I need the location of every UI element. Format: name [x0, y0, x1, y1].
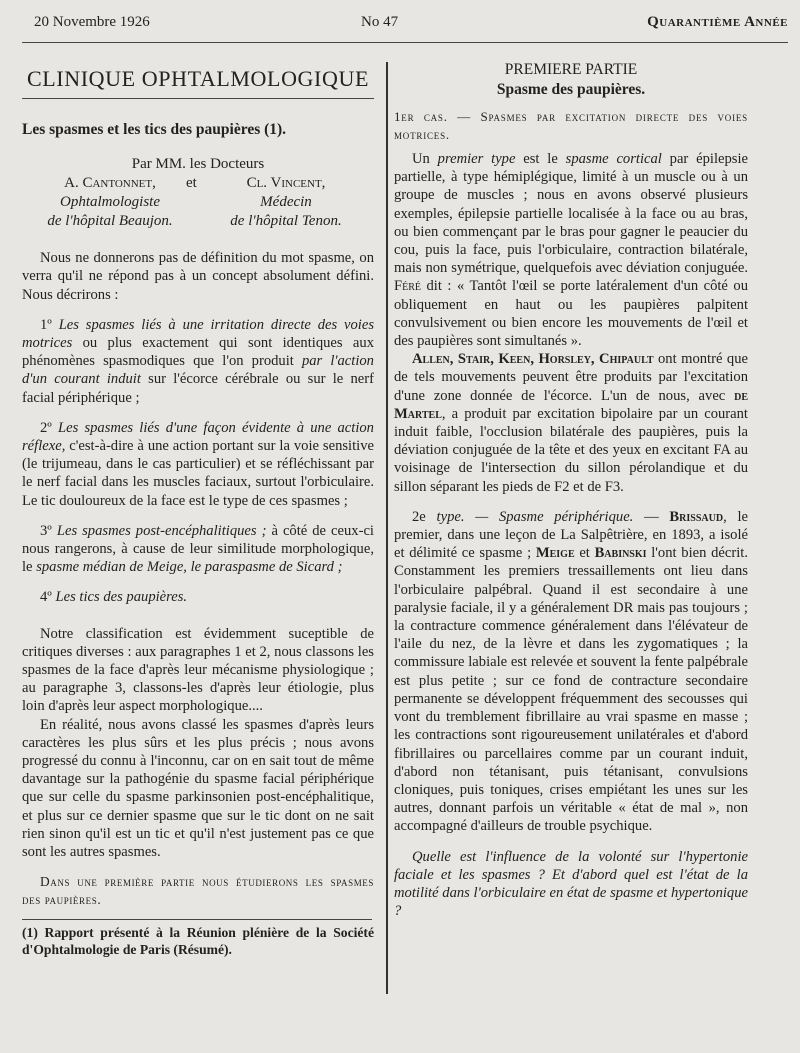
- authors-hospital-row: [22, 212, 374, 231]
- part-subtitle: Spasme des paupières.: [496, 81, 646, 98]
- column-divider: [386, 62, 388, 994]
- classification-paragraph: Notre classification est évidemment suceptible de critiques diverses : aux paragraphes 1 et 2, nous classons les spasmes de la face d'après leur mécanisme physiologique ; au paragraphe 3, classons-les d'après leur étiologie, plus loin d'après leur aspect morphologique....: [22, 625, 374, 715]
- list-item-1: 1º Les spasmes liés à une irritation directe des voies motrices ou plus exactement qui sont identiques aux phénomènes spasmodiques que l'on produit par l'action d'un courant induit sur l'écorce cérébrale ou sur le nerf facial périphérique ;: [22, 316, 374, 406]
- part-title: PREMIERE PARTIE: [504, 61, 638, 78]
- footnote-rule: [22, 919, 372, 920]
- authors-intro: Par MM. les Docteurs: [131, 156, 265, 173]
- section-title: CLINIQUE OPHTALMOLOGIQUE: [22, 66, 374, 99]
- list-item-3: 3º Les spasmes post-encéphalitiques ; à côté de ceux-ci nous rangerons, à cause de leur similitude morphologique, le spasme médian de Meige, le paraspasme de Sicard ;: [22, 522, 374, 576]
- author2-name: Cl. Vincent,: [246, 175, 326, 192]
- first-part-announcement: Dans une première partie nous étudierons les spasmes des paupières.: [22, 874, 374, 908]
- authors-names-row: A. Cantonnet, et Cl. Vincent,: [22, 174, 374, 193]
- footnote: (1) Rapport présenté à la Réunion plénière de la Société d'Ophtalmologie de Paris (Résumé).: [22, 925, 374, 958]
- author1-role: Ophtalmologiste: [60, 194, 160, 211]
- author1-hospital: de l'hôpital Beaujon.: [47, 213, 173, 230]
- volition-question-paragraph: Quelle est l'influence de la volonté sur l'hypertonie faciale et les spasmes ? Et d'abord quel est l'état de la motilité dans l'orbiculaire en état de spasme et hypertonique ?: [394, 848, 748, 920]
- authors-block: [22, 155, 374, 231]
- list-item-2: 2º Les spasmes liés d'une façon évidente à une action réflexe, c'est-à-dire à une action portant sur la voie sensitive (le trijumeau, dans le cas particulier) et se réfléchissant par le nerf facial dans les muscles faciaux, surtout l'orbiculaire. Le tic douloureux de la face est le type de ces spasmes ;: [22, 419, 374, 509]
- reality-paragraph: En réalité, nous avons classé les spasmes d'après leurs caractères les plus sûrs et les plus précis ; nous avons progressé du connu à l'inconnu, car on en sait tout de même davantage sur la pathogénie du spasme facial périphérique que sur celle du spasme parkinsonien post-encéphalitique, et plus sur ce dernier spasme que sur le tic dont on ne sait rien sinon qu'il est un tic et qu'il n'est justement pas ce que sont les autres spasmes.: [22, 716, 374, 861]
- intro-paragraph: Nous ne donnerons pas de définition du mot spasme, on verra qu'il ne répond pas à un concept absolument défini. Nous décrirons :: [22, 250, 374, 303]
- case-heading: 1er cas. — Spasmes par excitation directe des voies motrices.: [394, 109, 748, 142]
- cortical-spasm-paragraph: Un premier type est le spasme cortical par épilepsie partielle, à type hémiplégique, limité à un muscle ou à un groupe de muscles ; nous en avons observé plusieurs exemples, épilepsie partielle localisée à la face ou au bras, ou bien commençant par le bras pour gagner le peaucier du cou, puis la face, puis l'orbiculaire, contraction bilatérale, mais non symétrique, quelquefois avec déviation conjuguée. Féré dit : « Tantôt l'œil se porte latéralement d'un côté ou obliquement en haut ou les paupières palpitent convulsivement ou bien encore les mouvements de l'œil et des paupières sont simultanés ».: [394, 151, 748, 350]
- header-year: Quarantième Année: [647, 14, 788, 30]
- left-column: [22, 60, 374, 958]
- page-header: [34, 14, 788, 36]
- header-issue-number: No 47: [361, 14, 399, 30]
- cortical-excitation-paragraph: Allen, Stair, Keen, Horsley, Chipault ont montré que de tels mouvements peuvent être produits par l'excitation d'une zone donnée de l'écorce. L'un de nous, avec de Martel, a produit par excitation bipolaire par un courant induit faible, l'occlusion bilatérale des paupières, puis la déviation conjuguée de la tête et des yeux en excitant FA au voisinage de l'intersection du sillon pérolandique et du sillon séparant les pieds de F2 et de F3.: [394, 351, 748, 495]
- header-rule: [22, 42, 788, 43]
- article-title: Les spasmes et les tics des paupières (1).: [22, 121, 287, 138]
- header-date: 20 Novembre 1926: [34, 14, 150, 30]
- list-item-4: 4º Les tics des paupières.: [40, 589, 188, 606]
- author2-hospital: de l'hôpital Tenon.: [230, 213, 342, 230]
- author2-role: Médecin: [260, 194, 312, 211]
- author1-name: A. Cantonnet,: [64, 175, 156, 192]
- peripheral-spasm-paragraph: 2e type. — Spasme périphérique. — Brissaud, le premier, dans une leçon de La Salpêtrière, en 1893, a isolé et délimité ce spasme ; Meige et Babinski l'ont bien décrit. Constamment les premiers tressaillements ont lieu dans l'orbiculaire palpébral. Quand il est secondaire à une paralysie faciale, il y a généralement DR mais pas toujours ; la contracture commence généralement dans l'élévateur de l'aile du nez, de la lèvre et dans les zygomatiques ; la commissure labiale est relevée et souvent la fente palpébrale est plus petite ; sur ce fond de contracture secondaire permanente se développent fréquemment des secousses qui vont du tremblement fibrillaire au vrai spasme en masse ; les contractions sont rigoureusement unilatérales et d'abord fibrillaires ou parcellaires comme par un courant induit, d'abord non tétanisant, puis tétanisant, convulsions cloniques, puis toniques, crises empiétant les unes sur les autres, donnant parfois un véritable « état de mal », non accompagné d'ailleurs de trouble psychique.: [394, 508, 748, 835]
- right-column: [394, 60, 748, 920]
- authors-roles-row: [22, 193, 374, 212]
